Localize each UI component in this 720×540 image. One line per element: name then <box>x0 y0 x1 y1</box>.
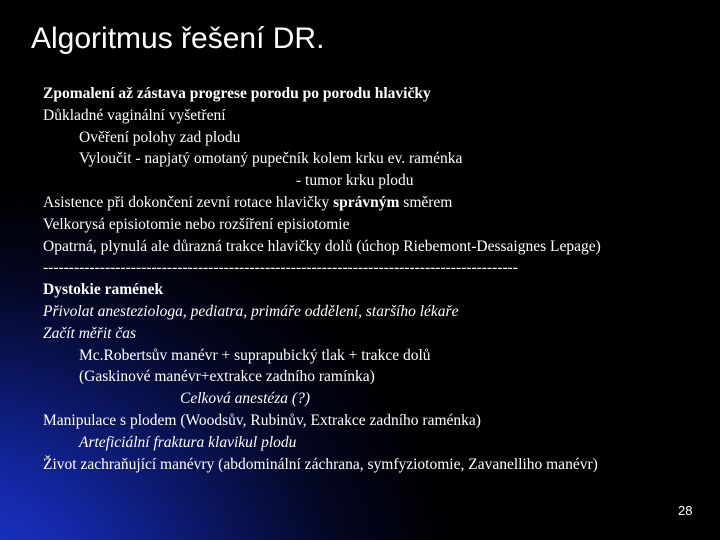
line-trakce: Opatrná, plynulá ale důrazná trakce hlavičky dolů (úchop Riebemont-Dessaignes Lepage) <box>43 237 601 255</box>
line-fraktura: Arteficiální fraktura klavikul plodu <box>79 433 297 451</box>
line-vysetreni: Důkladné vaginální vyšetření <box>43 106 226 124</box>
asistence-tail: směrem <box>403 193 453 211</box>
line-overeni-polohy: Ověření polohy zad plodu <box>79 128 241 146</box>
line-anesteza: Celková anestéza (?) <box>180 390 310 408</box>
line-episiotomie: Velkorysá episiotomie nebo rozšíření episiotomie <box>43 215 350 233</box>
line-dystokie-heading: Dystokie ramének <box>43 281 164 299</box>
slide-body <box>43 83 713 475</box>
divider-dashes: -------------------------------------------------------------------------------------------- <box>43 259 518 277</box>
line-zivot: Život zachraňující manévry (abdominální záchrana, symfyziotomie, Zavanelliho manévr) <box>43 455 598 473</box>
line-manipulace: Manipulace s plodem (Woodsův, Rubinův, Extrakce zadního raménka) <box>43 411 481 429</box>
page-number: 28 <box>678 503 693 518</box>
asistence-text: Asistence při dokončení zevní rotace hlavičky <box>43 193 330 211</box>
asistence-emphasis: správným <box>333 193 400 211</box>
line-gaskin: (Gaskinové manévr+extrakce zadního ramínka) <box>79 368 375 386</box>
line-vyloucit: Vyloučit - napjatý omotaný pupečník kolem krku ev. raménka <box>79 150 463 168</box>
slide-title: Algoritmus řešení DR. <box>31 22 325 55</box>
line-zacit-merit: Začít měřit čas <box>43 324 136 342</box>
line-privolat: Přivolat anesteziologa, pediatra, primáře oddělení, staršího lékaře <box>43 302 459 320</box>
line-mcroberts: Mc.Robertsův manévr + suprapubický tlak + trakce dolů <box>79 346 431 364</box>
line-asistence <box>43 192 713 214</box>
line-tumor: - tumor krku plodu <box>296 172 414 190</box>
line-zpomaleni: Zpomalení až zástava progrese porodu po porodu hlavičky <box>43 85 431 102</box>
